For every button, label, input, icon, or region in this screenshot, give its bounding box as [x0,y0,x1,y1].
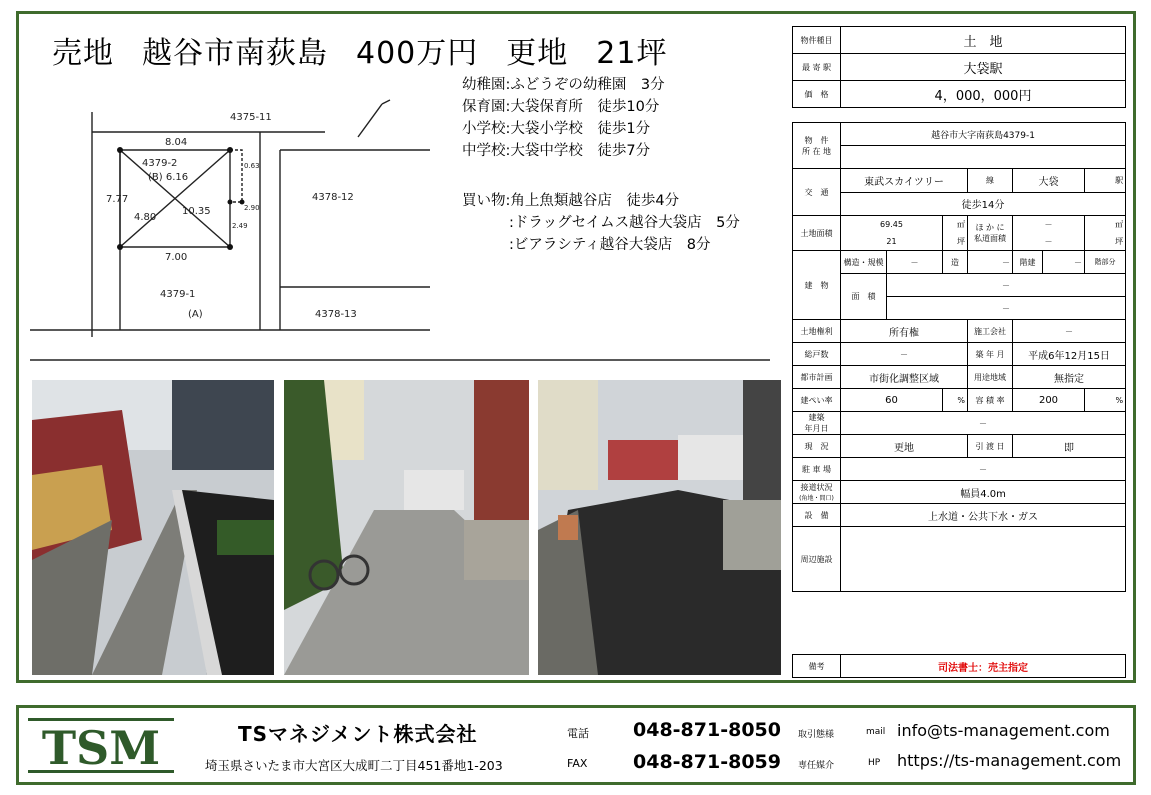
land-m2-value: 69.45 [841,216,943,234]
floor-area-value: － [887,297,1126,320]
title-price: 400万円 [356,36,479,71]
walk-value: 徒歩14分 [841,192,1126,216]
svg-text:TSM: TSM [41,721,161,775]
school-item: 小学校:大袋小学校 徒歩1分 [462,121,651,137]
remarks-value: 司法書士：売主指定 [841,655,1126,678]
bcr-label: 建ぺい率 [793,389,841,412]
private-tsubo-unit: 坪 [1085,233,1126,251]
private-m2-unit: ㎡ [1085,216,1126,234]
mail-link[interactable]: info@ts-management.com [897,721,1110,740]
address-value: 越谷市大字南荻島4379-1 [841,123,1126,146]
bcr-unit: % [943,389,968,412]
facilities-value: 上水道・公共下水・ガス [841,504,1126,527]
plan-dimension: 10.35 [182,206,211,217]
plan-label: 4378-13 [315,309,357,320]
plan-dimension: 4.80 [134,212,157,223]
spec-detail-table [792,122,1126,592]
structure-dash: － [1043,251,1085,274]
line-unit: 線 [968,169,1013,193]
property-type-label: 物件種目 [793,27,841,54]
road-value: 幅員4.0m [841,481,1126,504]
structure-dash: － [968,251,1013,274]
shop-item: :ビアラシティ越谷大袋店 8分 [509,237,711,253]
tel-label: 電話 [567,727,589,740]
surroundings-label: 周辺施設 [793,527,841,592]
deal-type: 専任媒介 [798,761,835,771]
handover-label: 引 渡 日 [968,435,1013,458]
build-date-label: 建築 年月日 [793,412,841,435]
zoning-value: 無指定 [1013,366,1126,389]
title-condition: 更地 [506,36,569,71]
north-arrow [358,104,382,137]
price-value: 4，000，000円 [841,81,1126,108]
built-value: 平成6年12月15日 [1013,343,1126,366]
city-plan-label: 都市計画 [793,366,841,389]
site-photo-3 [538,380,781,675]
far-label: 容 積 率 [968,389,1013,412]
price-label: 価 格 [793,81,841,108]
structure-unit: 造 [943,251,968,274]
plan-label: (B) 6.16 [148,172,189,183]
land-m2-unit: ㎡ [943,216,968,234]
far-unit: % [1085,389,1126,412]
school-item: 保育園:大袋保育所 徒歩10分 [462,99,660,115]
company-name: TSマネジメント株式会社 [238,722,478,746]
footer-frame [16,705,1136,785]
station-name-value: 大袋 [1013,169,1085,193]
road-label: 接道状況 (角地・間口) [793,481,841,504]
status-value: 更地 [841,435,968,458]
plan-label: 4379-2 [142,158,178,169]
plan-dimension: 8.04 [165,137,188,148]
mail-label: mail [866,727,886,737]
structure-label: 構造・規模 [841,251,887,274]
surroundings-value [841,527,1126,592]
rights-value: 所有権 [841,320,968,343]
handover-value: 即 [1013,435,1126,458]
plan-notch [230,150,242,202]
station-label: 最 寄 駅 [793,54,841,81]
spec-summary-table [792,26,1126,108]
land-tsubo-unit: 坪 [943,233,968,251]
page-title [52,28,667,72]
builder-value: － [1013,320,1126,343]
plan-label: 4375-11 [230,112,272,123]
land-area-label: 土地面積 [793,216,841,251]
company-address: 埼玉県さいたま市大宮区大成町二丁目451番地1-203 [205,758,503,773]
plan-point [227,147,233,153]
plan-point [227,244,233,250]
property-type-value: 土 地 [841,27,1126,54]
structure-unit: 階建 [1013,251,1043,274]
building-label: 建 物 [793,251,841,320]
shop-item: :ドラッグセイムス越谷大袋店 5分 [509,215,740,231]
city-plan-value: 市街化調整区域 [841,366,968,389]
address-extra [841,146,1126,169]
private-road-label: ほ か に 私道面積 [968,216,1013,251]
transport-label: 交 通 [793,169,841,216]
remarks-label: 備考 [793,655,841,678]
rights-label: 土地権利 [793,320,841,343]
plan-label: 4378-12 [312,192,354,203]
plan-label: (A) [188,309,203,320]
school-item: 中学校:大袋中学校 徒歩7分 [462,143,651,159]
land-tsubo-value: 21 [841,233,943,251]
plan-dimension: 0.63 [244,162,260,170]
structure-dash: － [887,251,943,274]
parking-value: － [841,458,1126,481]
plan-dimension: 2.90 [244,204,260,212]
title-area: 21坪 [596,36,668,71]
private-tsubo-value: － [1013,233,1085,251]
units-label: 総戸数 [793,343,841,366]
remarks-table [792,654,1126,678]
school-item: 幼稚園:ふどうぞの幼稚園 3分 [462,77,665,93]
build-date-value: － [841,412,1126,435]
site-photo-1 [32,380,274,675]
bcr-value: 60 [841,389,943,412]
far-value: 200 [1013,389,1085,412]
plan-dimension: 2.49 [232,222,248,230]
facilities-label: 設 備 [793,504,841,527]
deal-label: 取引態様 [798,730,835,740]
tel-number[interactable]: 048-871-8050 [633,719,781,741]
units-value: － [841,343,968,366]
north-arrow [382,100,390,104]
plan-point [228,200,233,205]
title-type: 売地 [52,36,114,71]
plan-label: 4379-1 [160,289,196,300]
builder-label: 施工会社 [968,320,1013,343]
fax-number: 048-871-8059 [633,751,781,773]
hp-link[interactable]: https://ts-management.com [897,751,1122,770]
plan-point [117,147,123,153]
address-label: 物 件 所 在 地 [793,123,841,169]
built-label: 築 年 月 [968,343,1013,366]
status-label: 現 況 [793,435,841,458]
floor-area-label: 面 積 [841,274,887,320]
company-logo [26,712,176,778]
shop-item: 買い物:角上魚類越谷店 徒歩4分 [462,193,680,209]
hp-label: HP [868,758,881,768]
title-location: 越谷市南荻島 [142,36,328,71]
floor-area-value: － [887,274,1126,297]
structure-unit: 階部分 [1085,251,1126,274]
line-value: 東武スカイツリー [841,169,968,193]
private-m2-value: － [1013,216,1085,234]
plan-dimension: 7.00 [165,252,188,263]
parking-label: 駐 車 場 [793,458,841,481]
station-unit: 駅 [1085,169,1126,193]
lot-plan-drawing [30,82,770,367]
site-photo-2 [284,380,529,675]
zoning-label: 用途地域 [968,366,1013,389]
plan-dimension: 7.77 [106,194,129,205]
fax-label: FAX [567,757,588,770]
station-value: 大袋駅 [841,54,1126,81]
plan-point [117,244,123,250]
